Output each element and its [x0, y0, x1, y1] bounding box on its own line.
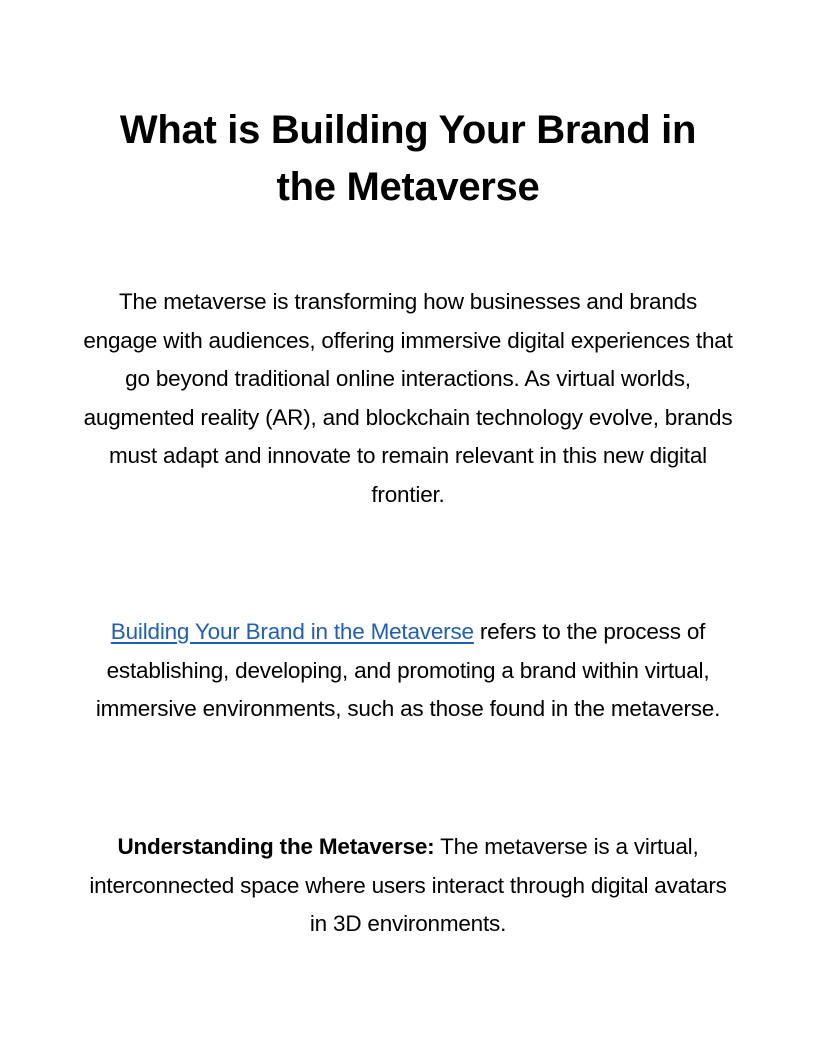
- section-paragraph: [80, 828, 736, 944]
- definition-text: refers to the process of establishing, developing, and promoting a brand within virtual, immersive environments, such as those found in the metaverse.: [95, 619, 721, 721]
- section-text: The metaverse is a virtual, interconnected space where users interact through digital avatars in 3D environments.: [89, 834, 727, 936]
- section-heading: Understanding the Metaverse:: [117, 834, 435, 859]
- intro-paragraph: The metaverse is transforming how businesses and brands engage with audiences, offering immersive digital experiences that go beyond traditional online interactions. As virtual worlds, augmented reality (AR), and blockchain technology evolve, brands must adapt and innovate to remain relevant in this new digital frontier.: [83, 289, 733, 507]
- page-title: What is Building Your Brand in the Metaverse: [119, 108, 697, 209]
- brand-metaverse-link[interactable]: Building Your Brand in the Metaverse: [110, 619, 474, 644]
- definition-paragraph: [80, 613, 736, 729]
